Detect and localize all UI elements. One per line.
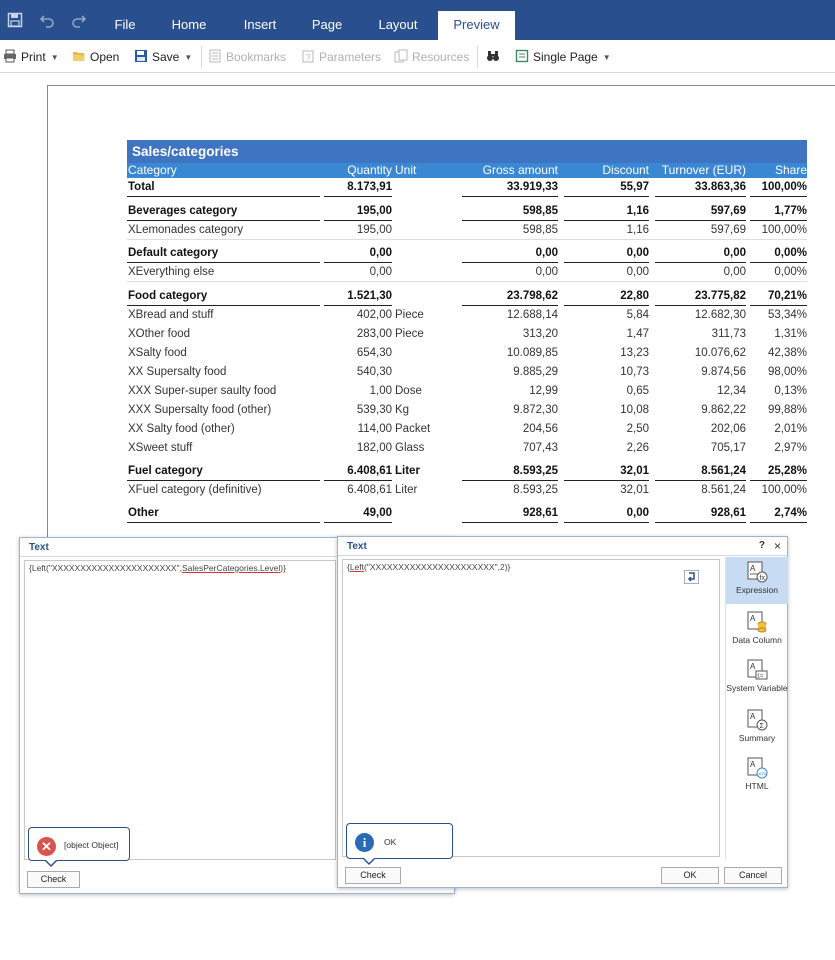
cell-quantity: 6.408,61 [347, 465, 392, 477]
cell-category: XXX Super-super saulty food [128, 385, 277, 397]
svg-text:?: ? [306, 53, 311, 62]
sidebar-item-summary[interactable] [726, 705, 788, 749]
table-row [127, 439, 807, 458]
cell-gross: 8.593,25 [513, 465, 558, 477]
cell-share: 2,01% [774, 423, 807, 435]
svg-text:A: A [750, 614, 756, 623]
svg-text:A: A [750, 712, 756, 721]
view-mode-label: Single Page [533, 50, 598, 64]
wrap-toggle-icon[interactable] [684, 570, 699, 584]
cell-share: 0,00% [774, 247, 807, 259]
table-row [127, 202, 807, 221]
row-divider [655, 522, 746, 523]
data-column-icon [746, 611, 768, 633]
header-category: Category [128, 163, 177, 177]
print-button[interactable] [3, 48, 59, 66]
cell-share: 99,88% [767, 404, 807, 416]
cell-category: XXX Supersalty food (other) [128, 404, 272, 416]
parameters-button[interactable] [301, 48, 381, 66]
cell-quantity: 1.521,30 [347, 290, 392, 302]
cell-gross: 10.089,85 [506, 347, 558, 359]
svg-text:fx: fx [759, 575, 765, 582]
table-row [127, 504, 807, 523]
find-button[interactable] [486, 48, 504, 66]
system-variable-icon [746, 659, 768, 681]
summary-icon [746, 709, 768, 731]
cell-turnover: 10.076,62 [694, 347, 746, 359]
cell-turnover: 705,17 [710, 442, 746, 454]
folder-icon [72, 49, 86, 63]
cell-category: XSweet stuff [128, 442, 193, 454]
tab-home[interactable]: Home [171, 17, 207, 32]
cell-share: 2,97% [774, 442, 807, 454]
cell-category: XFuel category (definitive) [128, 484, 262, 496]
cell-discount: 32,01 [620, 465, 649, 477]
cell-quantity: 195,00 [356, 224, 392, 236]
table-row [127, 363, 807, 382]
cell-discount: 10,08 [620, 404, 649, 416]
bookmarks-label: Bookmarks [226, 50, 287, 64]
expression-suffix: )} [280, 563, 286, 573]
ok-bubble [346, 823, 453, 859]
printer-icon [3, 49, 17, 63]
cell-category: Food category [128, 290, 208, 302]
dialog-title: Text [20, 538, 454, 557]
cell-discount: 10,73 [620, 366, 649, 378]
close-icon[interactable]: × [773, 539, 781, 553]
cell-turnover: 33.863,36 [694, 181, 746, 193]
cell-quantity: 195,00 [356, 205, 392, 217]
cell-gross: 12,99 [529, 385, 558, 397]
ok-button[interactable]: OK [661, 867, 719, 884]
cell-turnover: 8.561,24 [701, 465, 746, 477]
binoculars-icon [486, 49, 500, 63]
row-divider [127, 196, 320, 197]
expression-editor[interactable] [342, 559, 720, 857]
open-button[interactable] [72, 48, 119, 66]
row-divider [324, 522, 392, 523]
chevron-down-icon: ▼ [602, 53, 611, 62]
svg-text:</>: </> [758, 771, 767, 778]
cell-quantity: 539,30 [356, 404, 392, 416]
tab-preview[interactable]: Preview [438, 11, 515, 40]
header-unit: Unit [395, 163, 417, 177]
check-button[interactable]: Check [345, 867, 401, 884]
cell-turnover: 0,00 [723, 247, 746, 259]
sidebar-label: HTML [745, 781, 769, 791]
cell-turnover: 8.561,24 [701, 484, 746, 496]
cell-category: XX Supersalty food [128, 366, 227, 378]
cell-turnover: 23.775,82 [694, 290, 746, 302]
report-rows [127, 178, 807, 523]
cell-unit: Piece [395, 328, 424, 340]
cell-quantity: 540,30 [356, 366, 392, 378]
table-row [127, 401, 807, 420]
parameters-label: Parameters [319, 50, 382, 64]
header-quantity: Quantity [347, 163, 392, 177]
cell-unit: Packet [395, 423, 431, 435]
cell-discount: 1,16 [626, 205, 649, 217]
cell-gross: 0,00 [535, 247, 558, 259]
check-button[interactable]: Check [27, 871, 80, 888]
cell-discount: 2,26 [626, 442, 649, 454]
resources-label: Resources [412, 50, 470, 64]
cell-quantity: 8.173,91 [347, 181, 392, 193]
cell-quantity: 0,00 [369, 266, 392, 278]
row-divider [462, 522, 558, 523]
row-divider [564, 522, 649, 523]
cell-category: Total [128, 181, 155, 193]
cell-quantity: 283,00 [356, 328, 392, 340]
header-discount: Discount [602, 163, 649, 177]
tab-page[interactable]: Page [311, 17, 343, 32]
cell-turnover: 9.874,56 [701, 366, 746, 378]
cell-discount: 13,23 [620, 347, 649, 359]
table-row [127, 481, 807, 500]
cancel-button[interactable]: Cancel [724, 867, 782, 884]
table-row [127, 221, 807, 240]
html-icon [746, 757, 768, 779]
undo-icon[interactable] [39, 12, 55, 28]
save-label: Save [152, 50, 180, 64]
expression-editor[interactable] [24, 560, 336, 860]
cell-category: XBread and stuff [128, 309, 214, 321]
report-table [127, 140, 807, 523]
row-divider [462, 196, 558, 197]
table-row [127, 306, 807, 325]
error-bubble [28, 827, 130, 861]
cell-unit: Dose [395, 385, 422, 397]
help-icon[interactable]: ? [758, 540, 765, 551]
table-row [127, 178, 807, 197]
table-row [127, 344, 807, 363]
cell-discount: 32,01 [620, 484, 649, 496]
cell-share: 42,38% [767, 347, 807, 359]
table-row [127, 382, 807, 401]
toolbar [0, 40, 835, 73]
sidebar-item-expression[interactable] [726, 557, 788, 604]
report-title: Sales/categories [127, 140, 807, 163]
parameters-icon [301, 49, 315, 63]
row-divider [750, 196, 807, 197]
row-divider [324, 196, 392, 197]
cell-category: Fuel category [128, 465, 203, 477]
cell-category: XX Salty food (other) [128, 423, 235, 435]
cell-category: XSalty food [128, 347, 187, 359]
cell-discount: 1,16 [626, 224, 649, 236]
check-result: OK [384, 837, 397, 847]
cell-category: XOther food [128, 328, 191, 340]
cell-quantity: 182,00 [356, 442, 392, 454]
cell-share: 53,34% [767, 309, 807, 321]
cell-turnover: 12,34 [717, 385, 746, 397]
cell-unit: Kg [395, 404, 410, 416]
chevron-down-icon: ▼ [184, 53, 193, 62]
row-divider [127, 239, 807, 240]
cell-share: 100,00% [761, 181, 807, 193]
info-icon: i [355, 833, 374, 852]
cell-share: 0,13% [774, 385, 807, 397]
cell-turnover: 928,61 [710, 507, 746, 519]
insert-sidebar [725, 557, 787, 859]
row-divider [127, 522, 320, 523]
cell-turnover: 311,73 [711, 328, 746, 340]
cell-quantity: 114,00 [357, 423, 392, 435]
sidebar-item-system-variable[interactable] [726, 655, 788, 701]
cell-quantity: 654,30 [356, 347, 392, 359]
row-divider [127, 281, 807, 282]
cell-gross: 313,20 [522, 328, 558, 340]
tab-insert[interactable]: Insert [243, 17, 277, 32]
cell-gross: 33.919,33 [506, 181, 558, 193]
table-row [127, 244, 807, 263]
row-divider [564, 196, 649, 197]
cell-gross: 0,00 [535, 266, 558, 278]
cell-discount: 0,00 [626, 266, 649, 278]
cell-discount: 22,80 [620, 290, 649, 302]
cell-gross: 928,61 [522, 507, 558, 519]
cell-share: 0,00% [774, 266, 807, 278]
save-button[interactable] [134, 48, 192, 66]
bubble-tail [363, 857, 375, 863]
cell-category: Other [128, 507, 159, 519]
cell-turnover: 9.862,22 [701, 404, 746, 416]
cell-gross: 204,56 [522, 423, 558, 435]
sidebar-item-html[interactable] [726, 753, 788, 797]
cell-turnover: 0,00 [723, 266, 746, 278]
cell-discount: 5,84 [626, 309, 649, 321]
svg-text:A: A [750, 662, 756, 671]
print-label: Print [21, 50, 46, 64]
cell-gross: 598,85 [522, 224, 558, 236]
bubble-tail [45, 859, 57, 865]
cell-category: Beverages category [128, 205, 238, 217]
header-gross: Gross amount [482, 163, 558, 177]
row-divider [655, 196, 746, 197]
cell-share: 98,00% [767, 366, 807, 378]
cell-quantity: 49,00 [363, 507, 392, 519]
svg-text:A: A [750, 760, 756, 769]
svg-text:Σ: Σ [759, 723, 764, 730]
cell-category: XLemonades category [128, 224, 244, 236]
expression-reference: Left [349, 562, 365, 572]
cell-discount: 55,97 [620, 181, 649, 193]
cell-turnover: 597,69 [710, 205, 746, 217]
cell-quantity: 402,00 [356, 309, 392, 321]
row-divider [750, 522, 807, 523]
floppy-icon [134, 49, 148, 63]
redo-icon[interactable] [71, 12, 87, 28]
expression-rest: ("XXXXXXXXXXXXXXXXXXXXXX",2)} [364, 562, 511, 572]
cell-unit: Liter [395, 484, 418, 496]
cell-share: 70,21% [767, 290, 807, 302]
expression-open: { [347, 562, 350, 572]
open-label: Open [90, 50, 120, 64]
cell-discount: 1,47 [626, 328, 649, 340]
single-page-icon [515, 49, 529, 63]
cell-share: 2,74% [774, 507, 807, 519]
sidebar-label: Data Column [732, 635, 782, 645]
error-icon: ✕ [37, 837, 56, 856]
cell-share: 100,00% [761, 484, 807, 496]
cell-gross: 23.798,62 [506, 290, 558, 302]
svg-text:1=: 1= [757, 673, 764, 680]
table-row [127, 263, 807, 282]
tab-layout[interactable]: Layout [378, 17, 418, 32]
dialog-title: Text [338, 537, 787, 556]
cell-gross: 8.593,25 [513, 484, 558, 496]
cell-category: Default category [128, 247, 219, 259]
expression-reference: SalesPerCategories.Level [181, 563, 281, 573]
sidebar-item-data-column[interactable] [726, 607, 788, 651]
cell-gross: 707,43 [522, 442, 558, 454]
tab-file[interactable]: File [114, 17, 136, 32]
cell-discount: 2,50 [626, 423, 649, 435]
cell-unit: Glass [395, 442, 425, 454]
cell-turnover: 12.682,30 [694, 309, 746, 321]
sidebar-label: System Variable [726, 683, 788, 693]
cell-unit: Piece [395, 309, 424, 321]
cell-share: 100,00% [761, 224, 807, 236]
cell-gross: 9.885,29 [513, 366, 558, 378]
cell-turnover: 597,69 [710, 224, 746, 236]
cell-share: 1,77% [774, 205, 807, 217]
save-icon[interactable] [7, 12, 23, 28]
error-message: [object Object] [64, 840, 119, 850]
cell-gross: 598,85 [522, 205, 558, 217]
resources-button[interactable] [394, 48, 469, 66]
text-dialog [337, 536, 788, 888]
bookmarks-icon [208, 49, 222, 63]
sidebar-label: Expression [735, 585, 779, 595]
cell-discount: 0,65 [626, 385, 649, 397]
cell-share: 1,31% [774, 328, 807, 340]
toolbar-divider [477, 46, 478, 68]
sidebar-label: Summary [738, 733, 776, 743]
cell-quantity: 6.408,61 [347, 484, 392, 496]
cell-turnover: 202,06 [710, 423, 746, 435]
cell-unit: Liter [395, 465, 420, 477]
cell-category: XEverything else [128, 266, 215, 278]
table-row [127, 420, 807, 439]
resources-icon [394, 49, 408, 63]
toolbar-divider [201, 46, 202, 68]
cell-gross: 9.872,30 [513, 404, 558, 416]
cell-discount: 0,00 [626, 247, 649, 259]
table-row [127, 325, 807, 344]
cell-share: 25,28% [767, 465, 807, 477]
table-row [127, 287, 807, 306]
chevron-down-icon: ▼ [50, 53, 59, 62]
cell-gross: 12.688,14 [506, 309, 558, 321]
view-mode-dropdown[interactable] [515, 48, 611, 66]
header-turnover: Turnover (EUR) [661, 163, 746, 177]
expression-icon [746, 561, 768, 583]
header-share: Share [774, 163, 807, 177]
bookmarks-button[interactable] [208, 48, 286, 66]
cell-quantity: 0,00 [369, 247, 392, 259]
expression-prefix: {Left("XXXXXXXXXXXXXXXXXXXXXX", [29, 563, 182, 573]
svg-text:A: A [750, 564, 756, 573]
report-header-row [127, 163, 807, 178]
ribbon [0, 0, 835, 40]
cell-discount: 0,00 [626, 507, 649, 519]
cell-quantity: 1,00 [369, 385, 392, 397]
table-row [127, 462, 807, 481]
